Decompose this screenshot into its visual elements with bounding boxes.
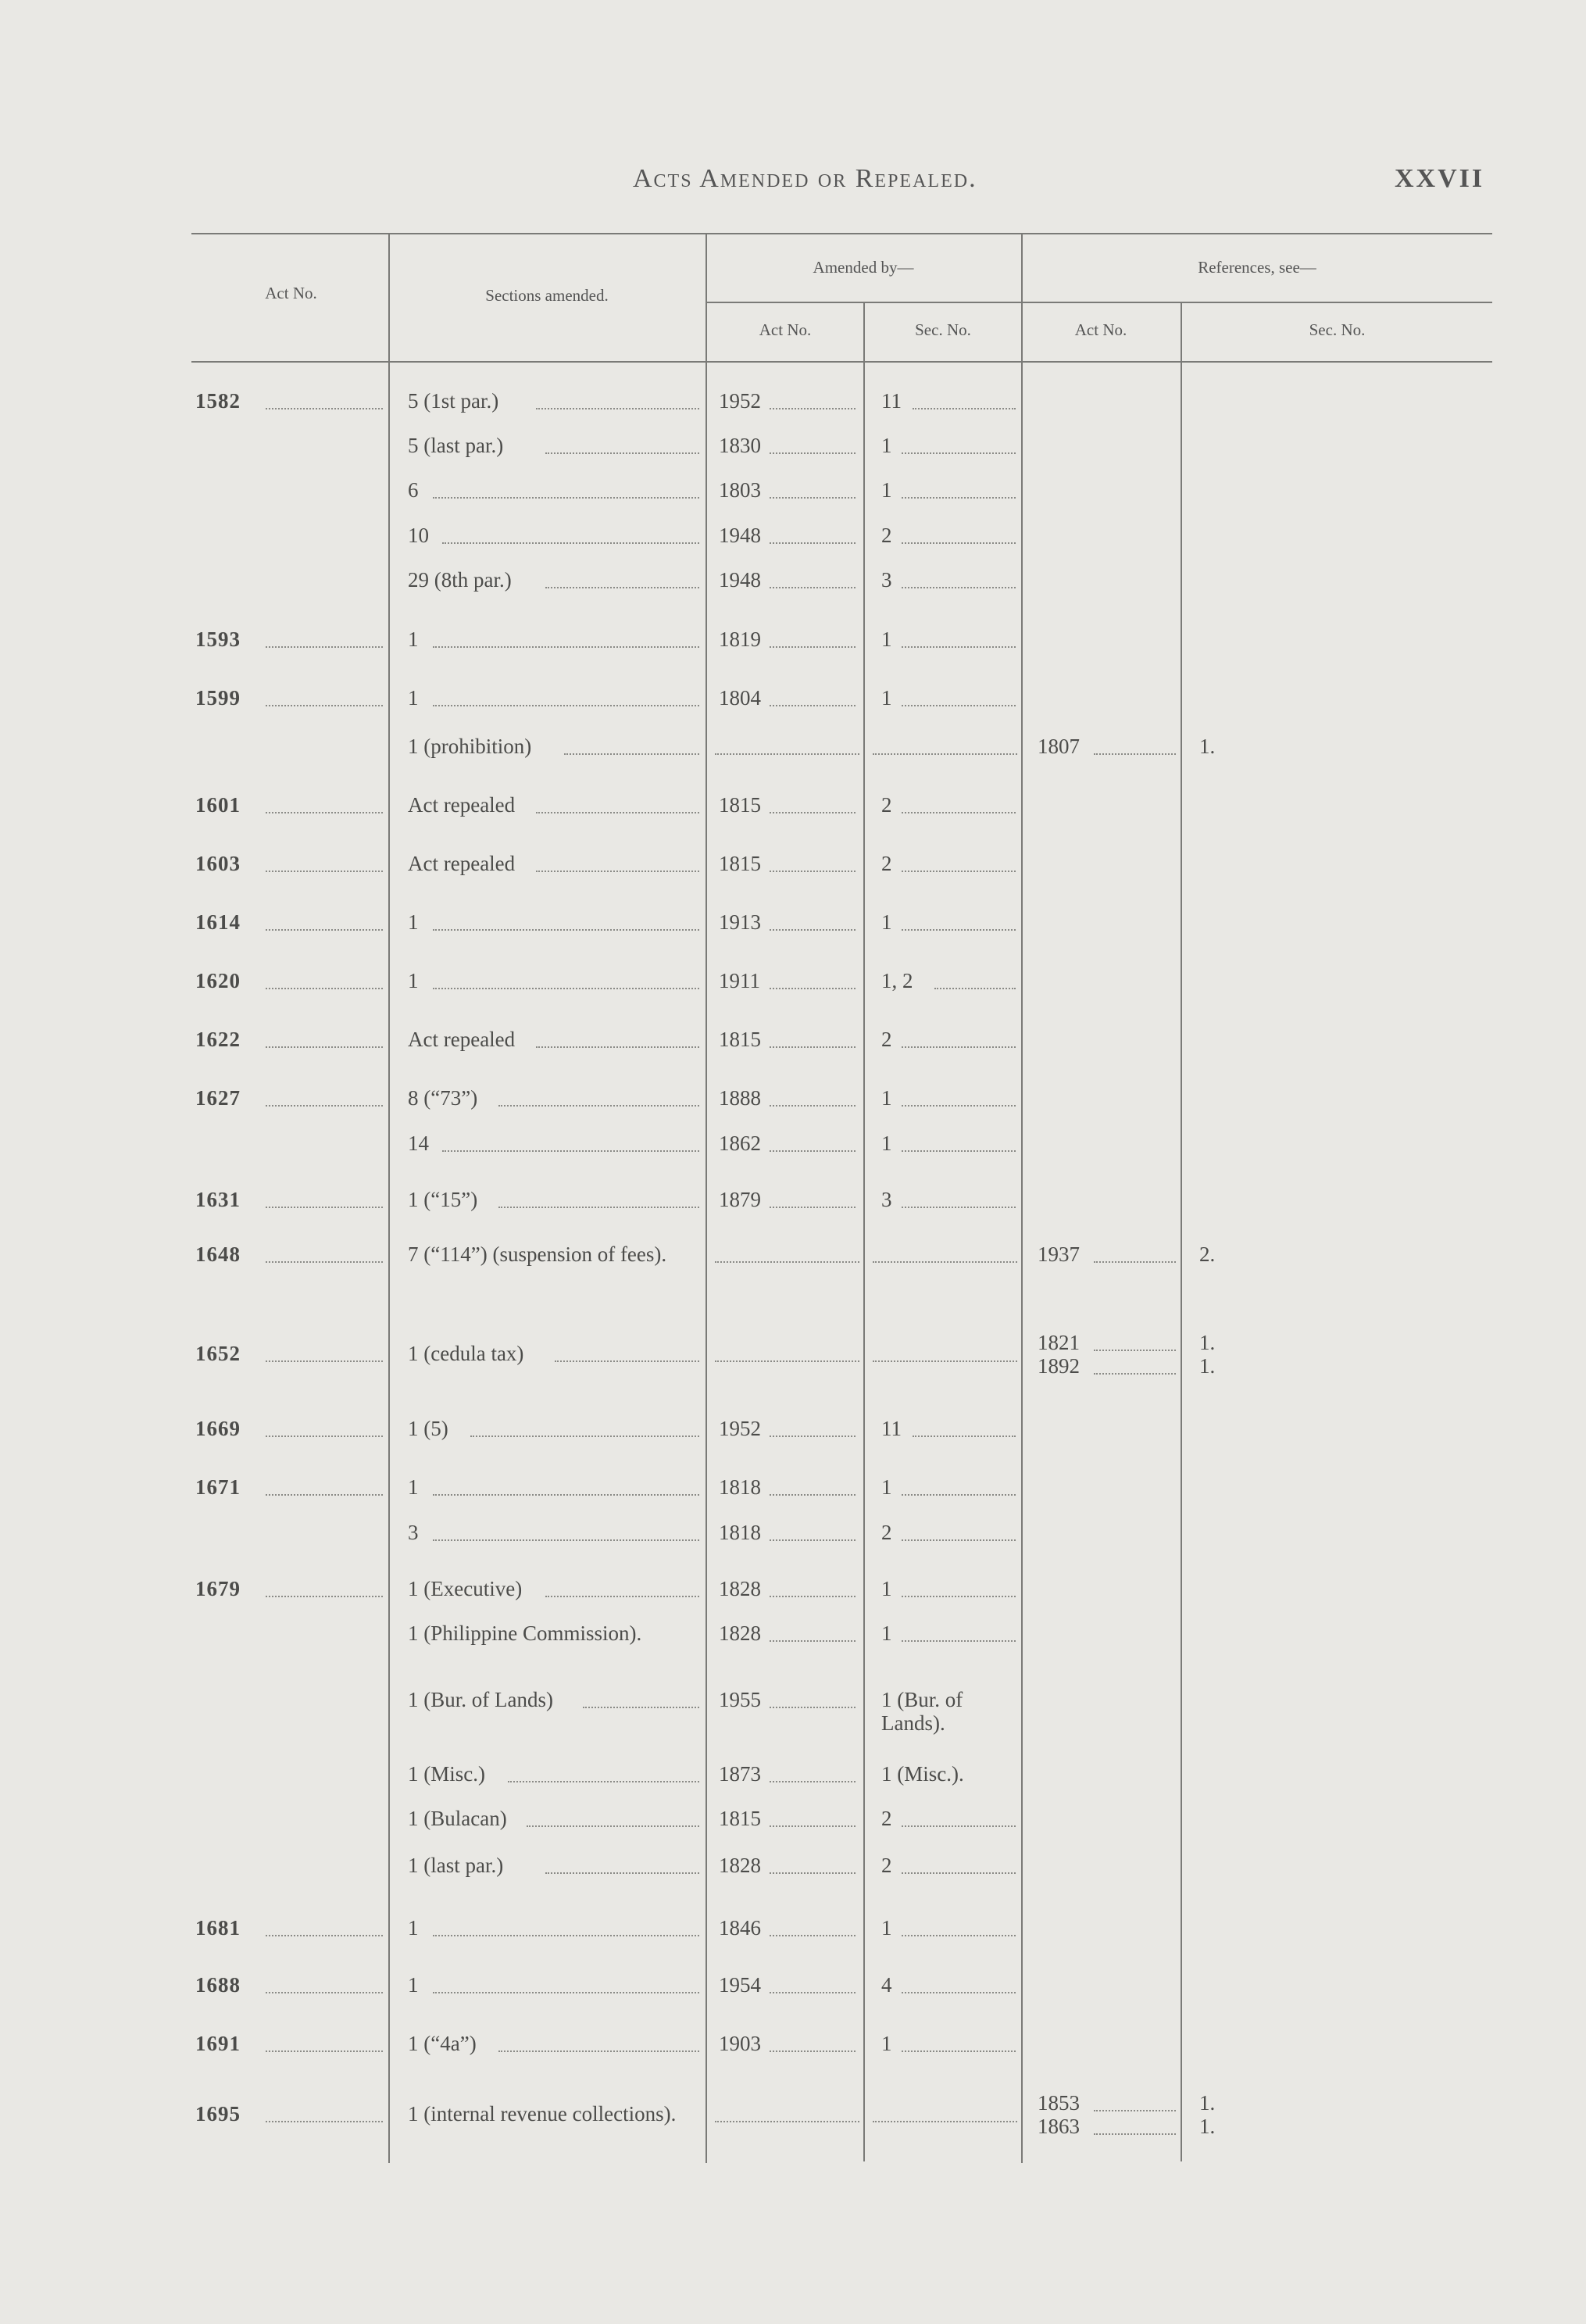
amended-section-number: 1 bbox=[881, 910, 892, 934]
section-amended: Act repealed bbox=[408, 852, 516, 875]
dot-leader bbox=[770, 812, 856, 813]
reference-section-number: 1. bbox=[1199, 2091, 1216, 2115]
dot-leader bbox=[1094, 2110, 1176, 2111]
section-amended: 14 bbox=[408, 1132, 429, 1155]
reference-section-number: 1. bbox=[1199, 2115, 1216, 2138]
dot-leader bbox=[433, 1539, 699, 1541]
section-amended: 6 bbox=[408, 478, 419, 502]
col-divider-1 bbox=[388, 233, 390, 2163]
page-number: XXVII bbox=[1395, 164, 1485, 193]
amended-act-number: 1948 bbox=[719, 524, 761, 547]
section-amended: Act repealed bbox=[408, 793, 516, 817]
amended-act-number: 1911 bbox=[719, 969, 760, 992]
dot-leader bbox=[770, 1992, 856, 1993]
act-number: 1603 bbox=[195, 852, 241, 875]
dot-leader bbox=[902, 587, 1016, 588]
dot-leader bbox=[770, 1105, 856, 1107]
amended-section-number: 1 bbox=[881, 2032, 892, 2055]
reference-act-number: 1892 bbox=[1038, 1354, 1080, 1378]
act-number: 1671 bbox=[195, 1475, 241, 1499]
dot-leader bbox=[266, 1436, 383, 1437]
dot-leader bbox=[545, 1872, 699, 1874]
amended-section-number: 1 bbox=[881, 434, 892, 457]
dot-leader bbox=[902, 1494, 1016, 1496]
dot-leader bbox=[527, 1825, 699, 1827]
act-number: 1681 bbox=[195, 1916, 241, 1940]
header-act-no: Act No. bbox=[265, 284, 317, 302]
dot-leader bbox=[508, 1781, 699, 1782]
act-number: 1627 bbox=[195, 1086, 241, 1110]
section-amended: 7 (“114”) (suspension of fees). bbox=[408, 1242, 667, 1266]
dot-leader bbox=[873, 1261, 1017, 1263]
dot-leader bbox=[498, 1207, 699, 1208]
amended-act-number: 1815 bbox=[719, 1028, 761, 1051]
dot-leader bbox=[1094, 1350, 1176, 1351]
dot-leader bbox=[770, 646, 856, 648]
dot-leader bbox=[470, 1436, 699, 1437]
amended-act-number: 1815 bbox=[719, 1807, 761, 1830]
dot-leader bbox=[536, 1046, 699, 1048]
dot-leader bbox=[536, 408, 699, 409]
section-amended: 1 (Philippine Commission). bbox=[408, 1621, 642, 1645]
dot-leader bbox=[902, 1825, 1016, 1827]
section-amended: 10 bbox=[408, 524, 429, 547]
amended-section-number: 1, 2 bbox=[881, 969, 913, 992]
amended-section-number: 1 bbox=[881, 1577, 892, 1600]
act-number: 1669 bbox=[195, 1417, 241, 1440]
amended-act-number: 1828 bbox=[719, 1577, 761, 1600]
dot-leader bbox=[433, 988, 699, 989]
dot-leader bbox=[770, 1539, 856, 1541]
amended-act-number: 1948 bbox=[719, 568, 761, 592]
dot-leader bbox=[266, 2121, 383, 2122]
dot-leader bbox=[433, 1494, 699, 1496]
act-number: 1593 bbox=[195, 627, 241, 651]
dot-leader bbox=[913, 408, 1016, 409]
amended-act-number: 1818 bbox=[719, 1475, 761, 1499]
section-amended: 1 bbox=[408, 910, 419, 934]
act-number: 1582 bbox=[195, 389, 241, 413]
amended-section-number: 1 bbox=[881, 1916, 892, 1940]
reference-act-number: 1853 bbox=[1038, 2091, 1080, 2115]
section-amended: 1 (5) bbox=[408, 1417, 448, 1440]
header-amended-sec-no: Sec. No. bbox=[915, 320, 971, 339]
dot-leader bbox=[266, 2050, 383, 2052]
dot-leader bbox=[770, 705, 856, 706]
section-amended: 1 (Bur. of Lands) bbox=[408, 1688, 553, 1711]
dot-leader bbox=[902, 871, 1016, 872]
dot-leader bbox=[1094, 1373, 1176, 1375]
amended-act-number: 1873 bbox=[719, 1762, 761, 1786]
dot-leader bbox=[770, 497, 856, 499]
dot-leader bbox=[902, 2050, 1016, 2052]
amended-section-number: 1 bbox=[881, 1086, 892, 1110]
dot-leader bbox=[770, 408, 856, 409]
dot-leader bbox=[1094, 2133, 1176, 2135]
dot-leader bbox=[545, 587, 699, 588]
amended-act-number: 1879 bbox=[719, 1188, 761, 1211]
amended-section-number: 1 (Bur. of Lands). bbox=[881, 1688, 963, 1735]
reference-act-number: 1937 bbox=[1038, 1242, 1080, 1266]
dot-leader bbox=[770, 1436, 856, 1437]
dot-leader bbox=[1094, 1261, 1176, 1263]
col-divider-4 bbox=[1021, 233, 1023, 2163]
dot-leader bbox=[902, 497, 1016, 499]
dot-leader bbox=[873, 2121, 1017, 2122]
amended-section-number: 2 bbox=[881, 1854, 892, 1877]
dot-leader bbox=[442, 542, 699, 544]
dot-leader bbox=[770, 1707, 856, 1708]
table-top-rule bbox=[191, 233, 1492, 234]
section-amended: 3 bbox=[408, 1521, 419, 1544]
act-number: 1679 bbox=[195, 1577, 241, 1600]
dot-leader bbox=[902, 1640, 1016, 1642]
section-amended: 5 (last par.) bbox=[408, 434, 504, 457]
amended-act-number: 1828 bbox=[719, 1621, 761, 1645]
dot-leader bbox=[266, 646, 383, 648]
amended-section-number: 1 bbox=[881, 1475, 892, 1499]
section-amended: 1 bbox=[408, 1475, 419, 1499]
dot-leader bbox=[934, 988, 1016, 989]
act-number: 1622 bbox=[195, 1028, 241, 1051]
dot-leader bbox=[564, 753, 699, 755]
amended-section-number: 2 bbox=[881, 1521, 892, 1544]
section-amended: 1 (“15”) bbox=[408, 1188, 478, 1211]
section-amended: Act repealed bbox=[408, 1028, 516, 1051]
dot-leader bbox=[433, 705, 699, 706]
header-sections-amended: Sections amended. bbox=[485, 286, 609, 305]
header-ref-sec-no: Sec. No. bbox=[1309, 320, 1366, 339]
dot-leader bbox=[902, 646, 1016, 648]
act-number: 1688 bbox=[195, 1973, 241, 1997]
amended-section-number: 2 bbox=[881, 852, 892, 875]
dot-leader bbox=[770, 1494, 856, 1496]
dot-leader bbox=[266, 1596, 383, 1597]
dot-leader bbox=[873, 753, 1017, 755]
dot-leader bbox=[902, 542, 1016, 544]
dot-leader bbox=[902, 929, 1016, 931]
act-number: 1631 bbox=[195, 1188, 241, 1211]
dot-leader bbox=[715, 753, 859, 755]
dot-leader bbox=[902, 1596, 1016, 1597]
dot-leader bbox=[902, 1872, 1016, 1874]
dot-leader bbox=[770, 452, 856, 454]
dot-leader bbox=[498, 2050, 699, 2052]
dot-leader bbox=[266, 988, 383, 989]
amended-section-number: 2 bbox=[881, 524, 892, 547]
dot-leader bbox=[1094, 753, 1176, 755]
section-amended: 1 (Misc.) bbox=[408, 1762, 485, 1786]
section-amended: 1 (internal revenue collections). bbox=[408, 2102, 677, 2126]
dot-leader bbox=[545, 1596, 699, 1597]
amended-act-number: 1804 bbox=[719, 686, 761, 710]
dot-leader bbox=[266, 1360, 383, 1362]
amended-act-number: 1819 bbox=[719, 627, 761, 651]
dot-leader bbox=[266, 1935, 383, 1936]
col-divider-3 bbox=[863, 302, 865, 2161]
dot-leader bbox=[545, 452, 699, 454]
amended-act-number: 1815 bbox=[719, 852, 761, 875]
amended-act-number: 1952 bbox=[719, 1417, 761, 1440]
dot-leader bbox=[770, 1596, 856, 1597]
amended-section-number: 1 bbox=[881, 627, 892, 651]
dot-leader bbox=[902, 1207, 1016, 1208]
header-ref-act-no: Act No. bbox=[1074, 320, 1127, 339]
act-number: 1652 bbox=[195, 1342, 241, 1365]
section-amended: 1 bbox=[408, 969, 419, 992]
col-divider-2 bbox=[705, 233, 707, 2163]
amended-section-number: 1 bbox=[881, 1132, 892, 1155]
dot-leader bbox=[583, 1707, 699, 1708]
header-bottom-rule bbox=[191, 361, 1492, 363]
section-amended: 1 bbox=[408, 1916, 419, 1940]
dot-leader bbox=[902, 1046, 1016, 1048]
dot-leader bbox=[902, 1539, 1016, 1541]
col-divider-5 bbox=[1181, 302, 1182, 2161]
dot-leader bbox=[770, 1872, 856, 1874]
reference-section-number: 1. bbox=[1199, 735, 1216, 758]
section-amended: 29 (8th par.) bbox=[408, 568, 512, 592]
amended-section-number: 4 bbox=[881, 1973, 892, 1997]
dot-leader bbox=[902, 1150, 1016, 1152]
section-amended: 1 (Executive) bbox=[408, 1577, 523, 1600]
dot-leader bbox=[433, 929, 699, 931]
dot-leader bbox=[770, 587, 856, 588]
dot-leader bbox=[266, 929, 383, 931]
amended-act-number: 1828 bbox=[719, 1854, 761, 1877]
dot-leader bbox=[266, 1992, 383, 1993]
amended-act-number: 1846 bbox=[719, 1916, 761, 1940]
amended-act-number: 1955 bbox=[719, 1688, 761, 1711]
reference-act-number: 1821 bbox=[1038, 1331, 1080, 1354]
act-number: 1620 bbox=[195, 969, 241, 992]
section-amended: 1 bbox=[408, 627, 419, 651]
reference-act-number: 1807 bbox=[1038, 735, 1080, 758]
dot-leader bbox=[433, 1992, 699, 1993]
dot-leader bbox=[770, 929, 856, 931]
dot-leader bbox=[770, 1150, 856, 1152]
dot-leader bbox=[770, 2050, 856, 2052]
dot-leader bbox=[913, 1436, 1016, 1437]
dot-leader bbox=[770, 988, 856, 989]
amended-act-number: 1903 bbox=[719, 2032, 761, 2055]
act-number: 1648 bbox=[195, 1242, 241, 1266]
amended-act-number: 1862 bbox=[719, 1132, 761, 1155]
dot-leader bbox=[266, 1261, 383, 1263]
amended-section-number: 1 (Misc.). bbox=[881, 1762, 964, 1786]
dot-leader bbox=[266, 1105, 383, 1107]
section-amended: 1 (cedula tax) bbox=[408, 1342, 524, 1365]
dot-leader bbox=[902, 1935, 1016, 1936]
amended-act-number: 1888 bbox=[719, 1086, 761, 1110]
dot-leader bbox=[902, 1992, 1016, 1993]
dot-leader bbox=[873, 1360, 1017, 1362]
dot-leader bbox=[266, 812, 383, 813]
header-amended-act-no: Act No. bbox=[759, 320, 812, 339]
dot-leader bbox=[770, 542, 856, 544]
section-amended: 1 bbox=[408, 1973, 419, 1997]
dot-leader bbox=[770, 1781, 856, 1782]
dot-leader bbox=[902, 452, 1016, 454]
amended-section-number: 2 bbox=[881, 793, 892, 817]
amended-act-number: 1818 bbox=[719, 1521, 761, 1544]
act-number: 1599 bbox=[195, 686, 241, 710]
dot-leader bbox=[433, 1935, 699, 1936]
dot-leader bbox=[536, 871, 699, 872]
section-amended: 1 (“4a”) bbox=[408, 2032, 477, 2055]
dot-leader bbox=[266, 1494, 383, 1496]
amended-section-number: 2 bbox=[881, 1028, 892, 1051]
header-references: References, see— bbox=[1198, 258, 1316, 277]
dot-leader bbox=[770, 871, 856, 872]
header-amended-by: Amended by— bbox=[813, 258, 914, 277]
amended-section-number: 1 bbox=[881, 686, 892, 710]
reference-section-number: 1. bbox=[1199, 1331, 1216, 1354]
amended-act-number: 1803 bbox=[719, 478, 761, 502]
amended-act-number: 1815 bbox=[719, 793, 761, 817]
dot-leader bbox=[715, 2121, 859, 2122]
dot-leader bbox=[715, 1261, 859, 1263]
act-number: 1601 bbox=[195, 793, 241, 817]
dot-leader bbox=[433, 646, 699, 648]
reference-act-number: 1863 bbox=[1038, 2115, 1080, 2138]
dot-leader bbox=[902, 1105, 1016, 1107]
dot-leader bbox=[266, 871, 383, 872]
amended-act-number: 1952 bbox=[719, 389, 761, 413]
dot-leader bbox=[770, 1046, 856, 1048]
reference-section-number: 1. bbox=[1199, 1354, 1216, 1378]
dot-leader bbox=[770, 1207, 856, 1208]
dot-leader bbox=[266, 408, 383, 409]
subheader-rule bbox=[707, 302, 1492, 303]
amended-act-number: 1954 bbox=[719, 1973, 761, 1997]
dot-leader bbox=[536, 812, 699, 813]
amended-section-number: 3 bbox=[881, 568, 892, 592]
dot-leader bbox=[498, 1105, 699, 1107]
amended-section-number: 3 bbox=[881, 1188, 892, 1211]
act-number: 1614 bbox=[195, 910, 241, 934]
section-amended: 1 (Bulacan) bbox=[408, 1807, 507, 1830]
dot-leader bbox=[902, 812, 1016, 813]
dot-leader bbox=[770, 1640, 856, 1642]
amended-section-number: 1 bbox=[881, 478, 892, 502]
reference-section-number: 2. bbox=[1199, 1242, 1216, 1266]
dot-leader bbox=[770, 1935, 856, 1936]
dot-leader bbox=[715, 1360, 859, 1362]
section-amended: 1 (last par.) bbox=[408, 1854, 504, 1877]
section-amended: 8 (“73”) bbox=[408, 1086, 478, 1110]
dot-leader bbox=[266, 705, 383, 706]
dot-leader bbox=[555, 1360, 699, 1362]
amended-act-number: 1830 bbox=[719, 434, 761, 457]
section-amended: 1 bbox=[408, 686, 419, 710]
act-number: 1691 bbox=[195, 2032, 241, 2055]
amended-section-number: 11 bbox=[881, 389, 902, 413]
dot-leader bbox=[902, 705, 1016, 706]
section-amended: 1 (prohibition) bbox=[408, 735, 532, 758]
dot-leader bbox=[442, 1150, 699, 1152]
amended-section-number: 1 bbox=[881, 1621, 892, 1645]
dot-leader bbox=[266, 1207, 383, 1208]
amended-act-number: 1913 bbox=[719, 910, 761, 934]
dot-leader bbox=[770, 1825, 856, 1827]
page-title: Acts Amended or Repealed. bbox=[633, 164, 977, 193]
amended-section-number: 2 bbox=[881, 1807, 892, 1830]
amended-section-number: 11 bbox=[881, 1417, 902, 1440]
dot-leader bbox=[266, 1046, 383, 1048]
dot-leader bbox=[433, 497, 699, 499]
section-amended: 5 (1st par.) bbox=[408, 389, 499, 413]
act-number: 1695 bbox=[195, 2102, 241, 2126]
